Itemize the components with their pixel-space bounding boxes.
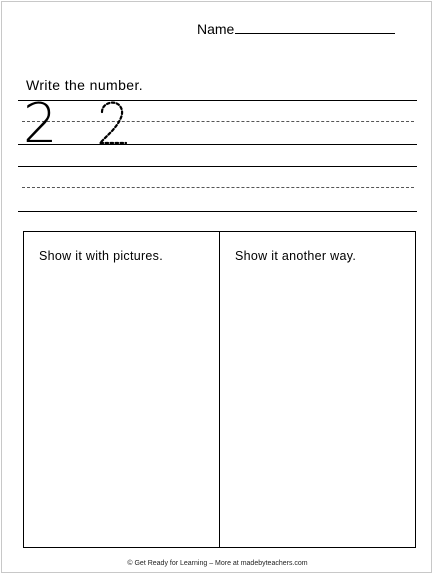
number-model: 2 [23, 92, 58, 155]
answer-boxes [23, 231, 416, 548]
footer-credit: © Get Ready for Learning – More at madebyteachers.com [127, 560, 308, 567]
writing-top-line [18, 100, 417, 101]
pictures-box[interactable] [24, 232, 219, 547]
writing-base-line [18, 144, 417, 145]
name-line[interactable] [235, 20, 395, 34]
instruction-text: Write the number. [26, 77, 144, 93]
name-field[interactable] [197, 20, 395, 37]
name-label: Name [197, 21, 235, 37]
writing-base-line-2 [18, 211, 417, 212]
writing-mid-line [22, 121, 414, 122]
writing-mid-line-2 [22, 187, 414, 188]
another-way-box[interactable] [219, 232, 415, 547]
pictures-box-label: Show it with pictures. [39, 249, 164, 263]
number-trace[interactable] [96, 100, 132, 148]
another-way-box-label: Show it another way. [235, 249, 357, 263]
writing-top-line-2 [18, 166, 417, 167]
